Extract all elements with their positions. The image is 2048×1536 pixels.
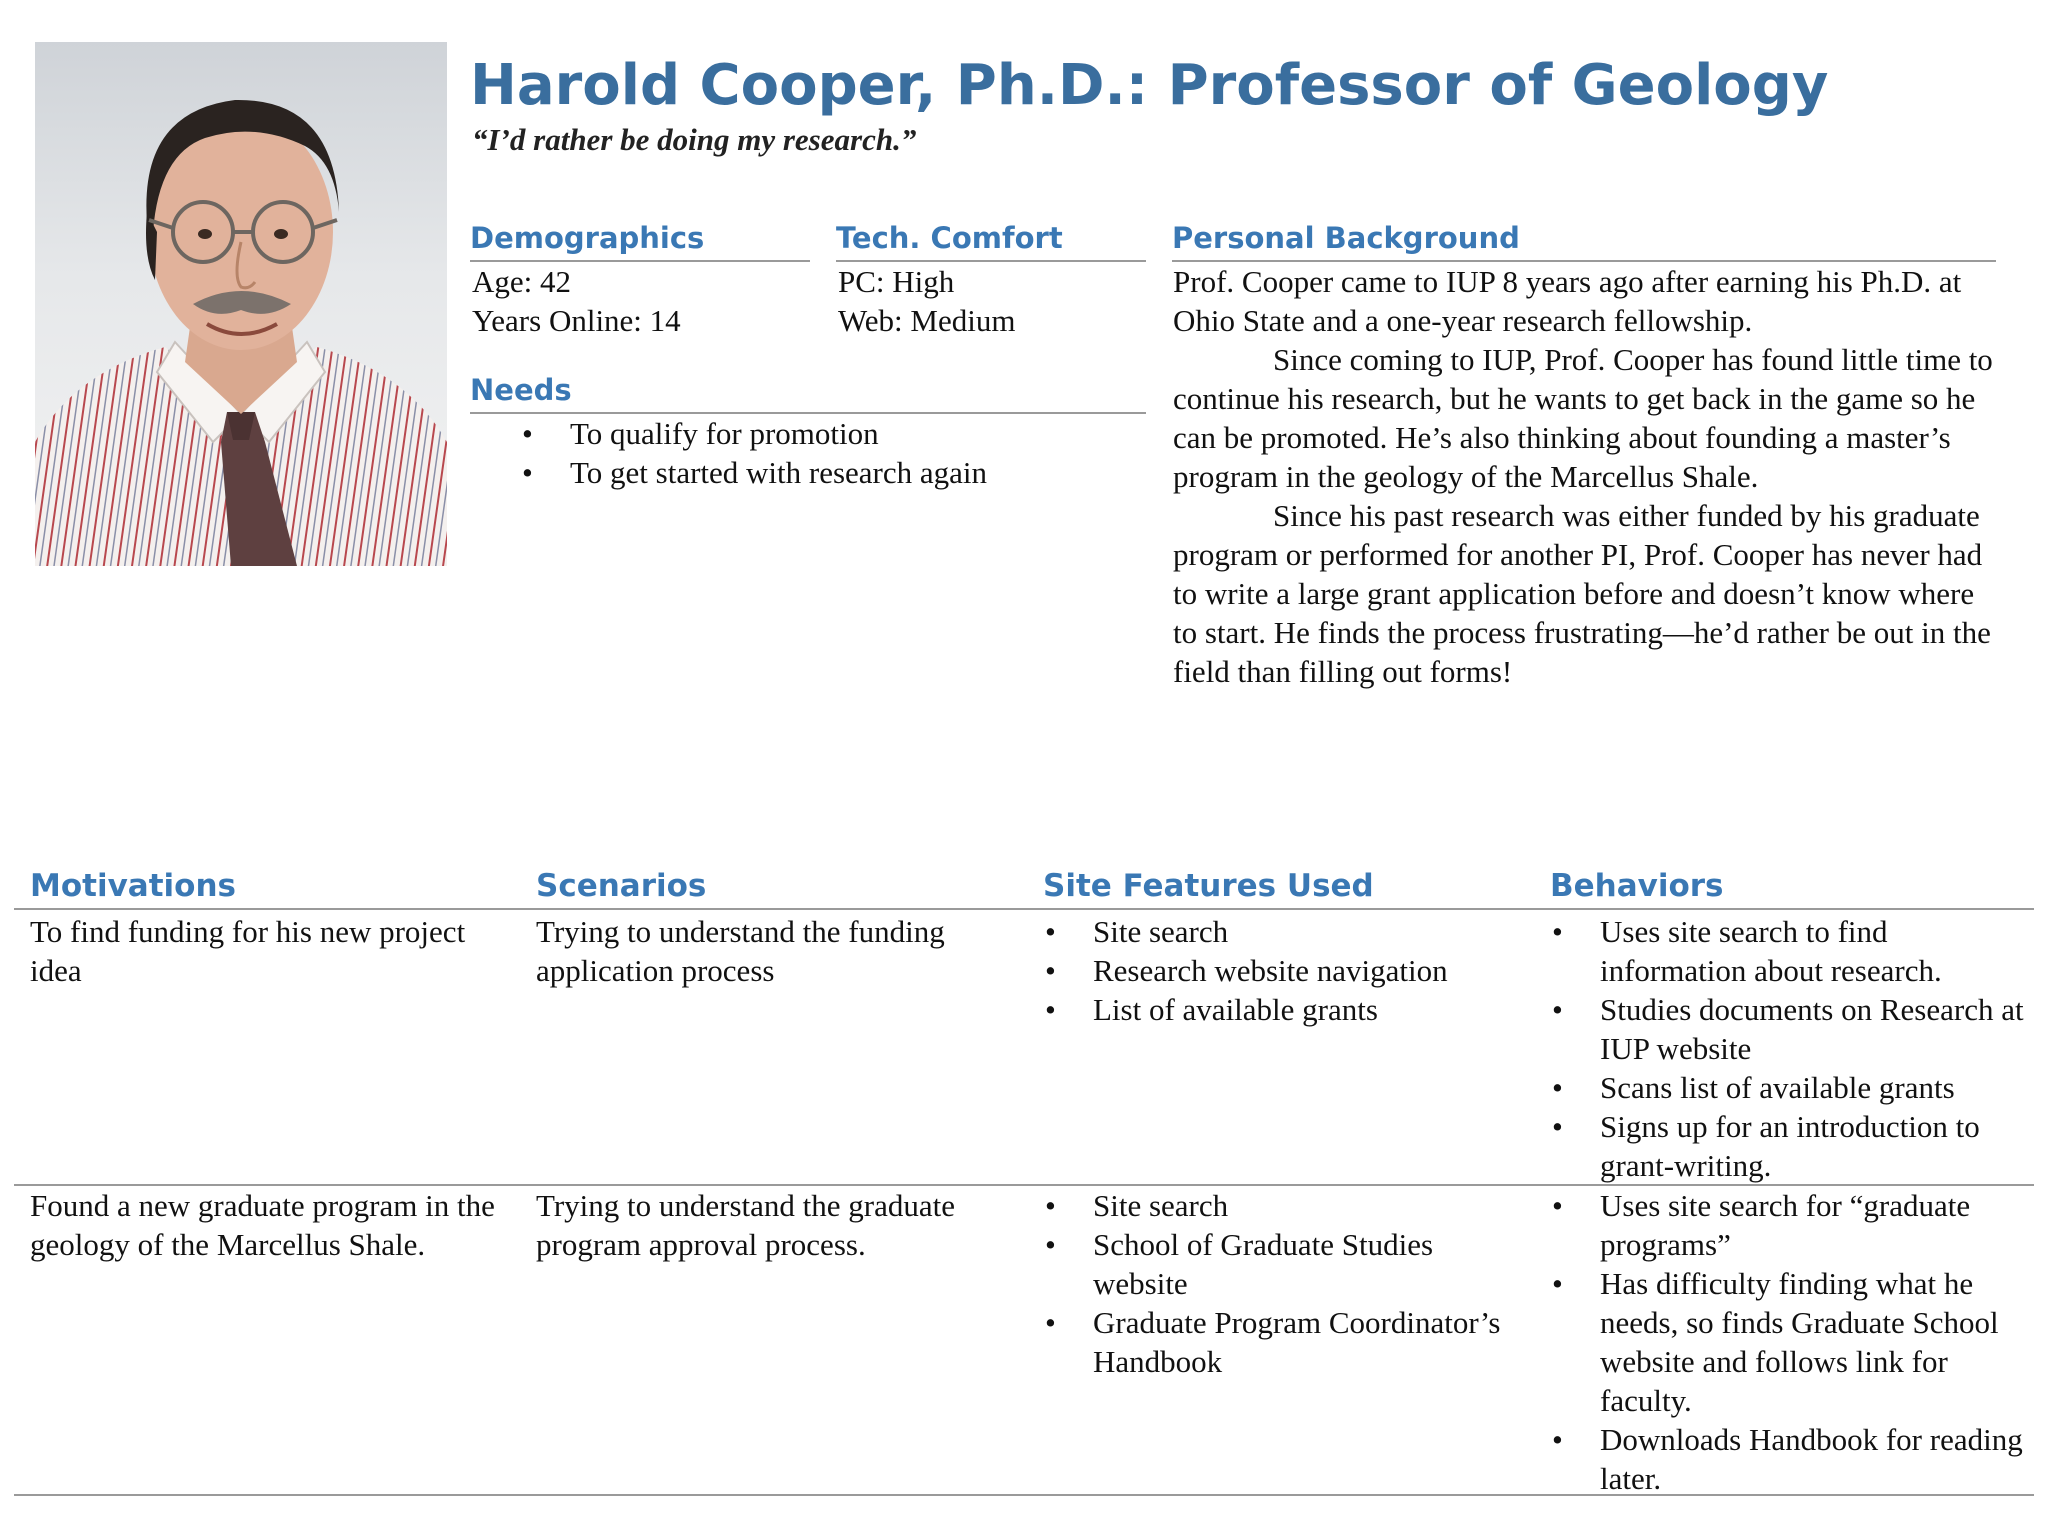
demographics-values bbox=[472, 262, 681, 340]
list-item: • Research website navigation bbox=[1043, 951, 1533, 990]
list-item: • Has difficulty finding what he needs, so finds Graduate School website and follows link for faculty. bbox=[1550, 1264, 2030, 1420]
list-item: • Uses site search to find information about research. bbox=[1550, 912, 2030, 990]
site-features-header: Site Features Used bbox=[1043, 868, 1374, 904]
list-item: • Uses site search for “graduate programs” bbox=[1550, 1186, 2030, 1264]
web-comfort-value: Web: Medium bbox=[838, 303, 1016, 338]
list-item: • Scans list of available grants bbox=[1550, 1068, 2030, 1107]
list-item: • To get started with research again bbox=[520, 453, 1140, 492]
needs-list bbox=[520, 414, 1140, 492]
list-item: • To qualify for promotion bbox=[520, 414, 1140, 453]
table-row-2-motivation: Found a new graduate program in the geology of the Marcellus Shale. bbox=[30, 1188, 495, 1262]
behaviors-header: Behaviors bbox=[1550, 868, 1724, 904]
motivations-header: Motivations bbox=[30, 868, 236, 904]
table-row-1-motivation: To find funding for his new project idea bbox=[30, 914, 466, 988]
table-row-1-scenario: Trying to understand the funding application process bbox=[536, 914, 945, 988]
persona-photo bbox=[35, 42, 447, 566]
background-paragraph: Prof. Cooper came to IUP 8 years ago after earning his Ph.D. at Ohio State and a one-year research fellowship. bbox=[1173, 264, 1962, 338]
table-header-rule bbox=[14, 908, 2034, 910]
list-item: • Signs up for an introduction to grant-writing. bbox=[1550, 1107, 2030, 1185]
tech-comfort-heading: Tech. Comfort bbox=[836, 218, 1146, 262]
list-item: • List of available grants bbox=[1043, 990, 1533, 1029]
table-row-2-scenario: Trying to understand the graduate program approval process. bbox=[536, 1188, 955, 1262]
background-paragraph: Since his past research was either funded by his graduate program or performed for another PI, Prof. Cooper has never had to write a large grant application before and doesn’t know where to start. He finds the process frustrating—he’d rather be out in the field than filling out forms! bbox=[1173, 498, 1991, 689]
list-item: • Site search bbox=[1043, 1186, 1523, 1225]
background-paragraph: Since coming to IUP, Prof. Cooper has found little time to continue his research, but he wants to get back in the game so he can be promoted. He’s also thinking about founding a master’s program in the geology of the Marcellus Shale. bbox=[1173, 342, 1993, 494]
pc-comfort-value: PC: High bbox=[838, 264, 955, 299]
table-bottom-rule bbox=[14, 1494, 2034, 1496]
tech-comfort-values bbox=[838, 262, 1015, 340]
list-item: • Downloads Handbook for reading later. bbox=[1550, 1420, 2030, 1498]
list-item: • School of Graduate Studies website bbox=[1043, 1225, 1523, 1303]
persona-quote: “I’d rather be doing my research.” bbox=[472, 122, 917, 157]
persona-title: Harold Cooper, Ph.D.: Professor of Geology bbox=[470, 53, 1829, 118]
personal-background-text bbox=[1173, 262, 2003, 691]
demographics-heading: Demographics bbox=[470, 218, 810, 262]
table-row-1-features bbox=[1043, 912, 1533, 1029]
list-item: • Site search bbox=[1043, 912, 1533, 951]
personal-background-heading: Personal Background bbox=[1172, 218, 1996, 262]
list-item: • Studies documents on Research at IUP website bbox=[1550, 990, 2030, 1068]
table-row-2-features bbox=[1043, 1186, 1523, 1381]
needs-heading: Needs bbox=[470, 370, 1146, 414]
years-online-value: Years Online: 14 bbox=[472, 303, 681, 338]
age-value: Age: 42 bbox=[472, 264, 572, 299]
scenarios-header: Scenarios bbox=[536, 868, 707, 904]
list-item: • Graduate Program Coordinator’s Handbook bbox=[1043, 1303, 1523, 1381]
portrait-illustration bbox=[35, 42, 447, 566]
table-row-2-behaviors bbox=[1550, 1186, 2030, 1498]
table-row-1-behaviors bbox=[1550, 912, 2030, 1185]
